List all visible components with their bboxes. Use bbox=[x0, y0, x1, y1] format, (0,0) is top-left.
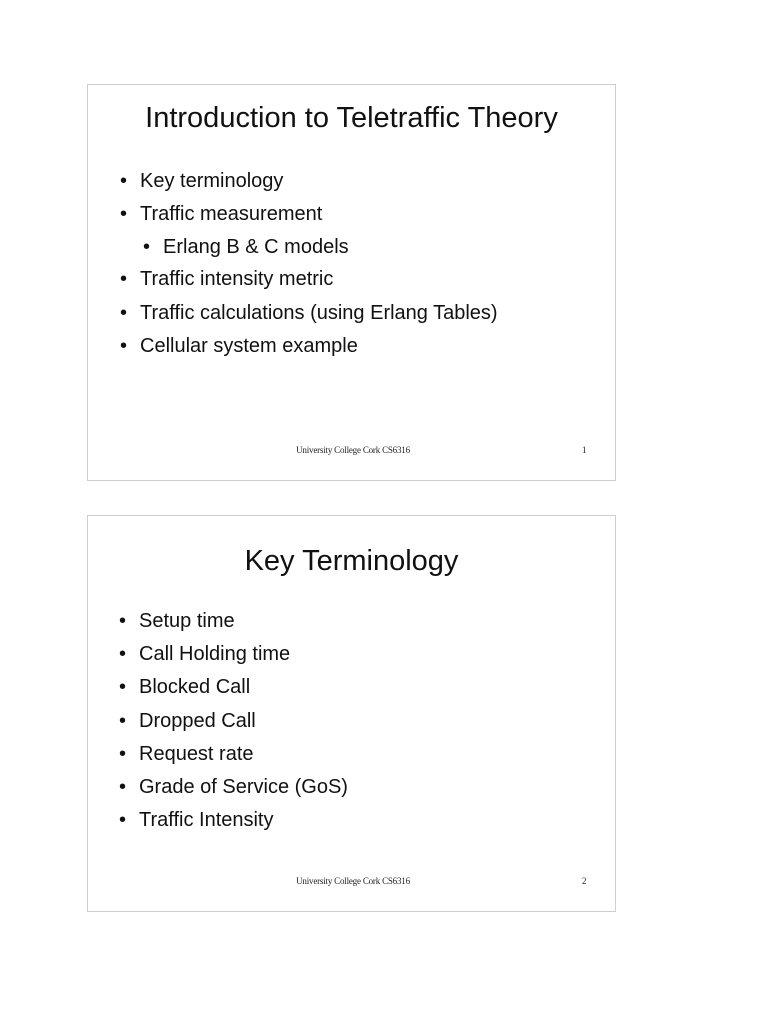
bullet-text: Traffic calculations (using Erlang Tables) bbox=[140, 302, 498, 324]
bullet-icon: • bbox=[119, 710, 127, 732]
slide-title: Key Terminology bbox=[244, 545, 459, 577]
bullet-text: Traffic measurement bbox=[140, 203, 323, 225]
bullet-icon: • bbox=[119, 643, 127, 665]
bullet-item bbox=[120, 334, 358, 358]
bullet-item bbox=[120, 267, 333, 291]
bullet-item bbox=[119, 642, 290, 666]
bullet-list bbox=[88, 85, 615, 480]
bullet-text: Traffic Intensity bbox=[139, 809, 274, 831]
bullet-icon: • bbox=[119, 676, 127, 698]
bullet-icon: • bbox=[120, 170, 128, 192]
bullet-icon: • bbox=[119, 610, 127, 632]
bullet-text: Blocked Call bbox=[139, 676, 251, 698]
bullet-item bbox=[119, 609, 235, 633]
sub-bullet-item bbox=[143, 235, 349, 259]
bullet-text: Grade of Service (GoS) bbox=[139, 776, 348, 798]
slide-footer: University College Cork CS6316 bbox=[296, 445, 410, 455]
bullet-item bbox=[119, 808, 274, 832]
slide-footer: University College Cork CS6316 bbox=[296, 876, 410, 886]
bullet-item bbox=[119, 775, 348, 799]
bullet-text: Setup time bbox=[139, 610, 235, 632]
bullet-list bbox=[88, 516, 615, 911]
page-number: 2 bbox=[582, 876, 587, 886]
bullet-icon: • bbox=[120, 302, 128, 324]
bullet-icon: • bbox=[120, 335, 128, 357]
bullet-text: Key terminology bbox=[140, 170, 284, 192]
bullet-text: Cellular system example bbox=[140, 335, 358, 357]
bullet-item bbox=[120, 169, 283, 193]
bullet-icon: • bbox=[119, 743, 127, 765]
bullet-icon: • bbox=[119, 809, 127, 831]
slide-1 bbox=[87, 84, 616, 481]
bullet-text: Dropped Call bbox=[139, 710, 256, 732]
bullet-item bbox=[120, 202, 322, 226]
bullet-item bbox=[120, 301, 498, 325]
slide-title: Introduction to Teletraffic Theory bbox=[145, 102, 558, 134]
bullet-icon: • bbox=[143, 236, 151, 258]
slide-2 bbox=[87, 515, 616, 912]
bullet-item bbox=[119, 675, 250, 699]
bullet-text: Request rate bbox=[139, 743, 254, 765]
bullet-text: Call Holding time bbox=[139, 643, 291, 665]
bullet-text: Erlang B & C models bbox=[163, 236, 349, 258]
bullet-text: Traffic intensity metric bbox=[140, 268, 334, 290]
bullet-icon: • bbox=[119, 776, 127, 798]
bullet-icon: • bbox=[120, 268, 128, 290]
bullet-icon: • bbox=[120, 203, 128, 225]
bullet-item bbox=[119, 742, 254, 766]
bullet-item bbox=[119, 709, 256, 733]
page-number: 1 bbox=[582, 445, 587, 455]
